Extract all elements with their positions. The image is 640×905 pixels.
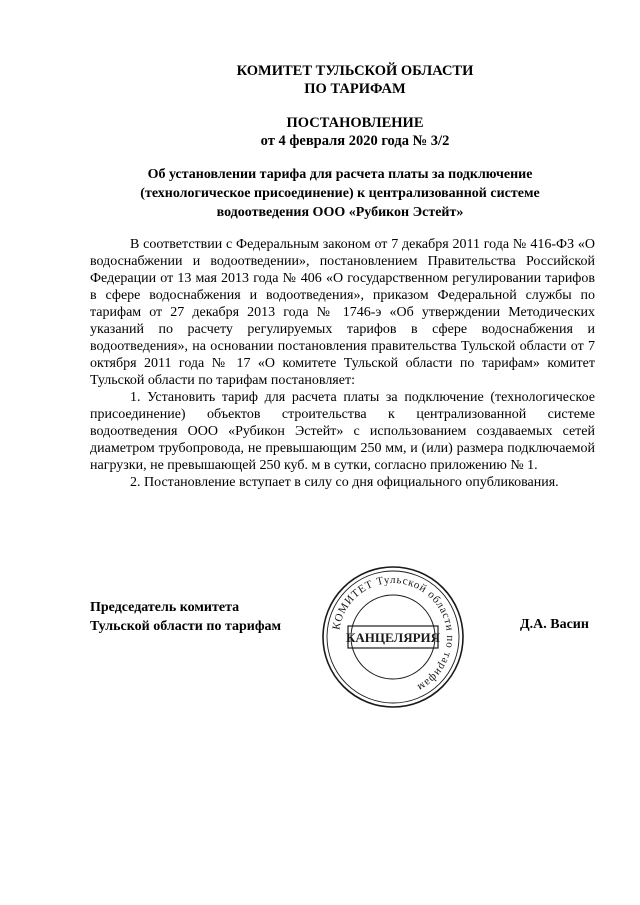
signatory-name: Д.А. Васин <box>520 617 589 632</box>
official-stamp <box>318 562 468 712</box>
stamp-ring-text: КОМИТЕТ Тульской области по тарифам <box>330 573 457 694</box>
clause-1-paragraph: 1. Установить тариф для расчета платы за подключение (технологическое присоединение) объектов строительства к централизованной системе водоотведения ООО «Рубикон Эстейт» с использованием создаваемых сетей диаметром трубопровода, не превышающим 250 мм, и (или) размера подключаемой нагрузки, не превышающей 250 куб. м в сутки, согласно приложению № 1. <box>90 390 595 473</box>
preamble-paragraph: В соответствии с Федеральным законом от 7 декабря 2011 года № 416-ФЗ «О водоснабжении и водоотведении», постановлением Правительства Российской Федерации от 13 мая 2013 года № 406 «О государственном регулировании тарифов в сфере водоснабжения и водоотведения», приказом Федеральной службы по тарифам от 27 декабря 2013 года № 1746-э «Об утверждении Методических указаний по расчету регулируемых тарифов в сфере водоснабжения и водоотведения», на основании постановления правительства Тульской области от 7 октября 2011 года № 17 «О комитете Тульской области по тарифам» комитет Тульской области по тарифам постановляет: <box>90 237 595 388</box>
subject-line2: (технологическое присоединение) к централизованной системе <box>140 186 540 201</box>
signatory-position-line1: Председатель комитета <box>90 600 240 615</box>
stamp-center-text: КАНЦЕЛЯРИЯ <box>345 630 441 645</box>
doc-type: ПОСТАНОВЛЕНИЕ <box>286 115 424 131</box>
doc-body <box>90 236 595 491</box>
doc-subject <box>100 165 580 222</box>
signatory-position-line2: Тульской области по тарифам <box>90 619 282 634</box>
doc-date: от 4 февраля 2020 года № 3/2 <box>260 133 450 149</box>
org-name-line2: ПО ТАРИФАМ <box>304 81 406 97</box>
org-header <box>190 62 520 98</box>
subject-line3: водоотведения ООО «Рубикон Эстейт» <box>216 205 464 220</box>
signatory-position <box>90 598 281 636</box>
subject-line1: Об установлении тарифа для расчета платы за подключение <box>147 167 533 182</box>
org-name-line1: КОМИТЕТ ТУЛЬСКОЙ ОБЛАСТИ <box>236 63 474 79</box>
clause-2-paragraph: 2. Постановление вступает в силу со дня официального опубликования. <box>130 475 559 490</box>
doc-heading <box>190 114 520 150</box>
